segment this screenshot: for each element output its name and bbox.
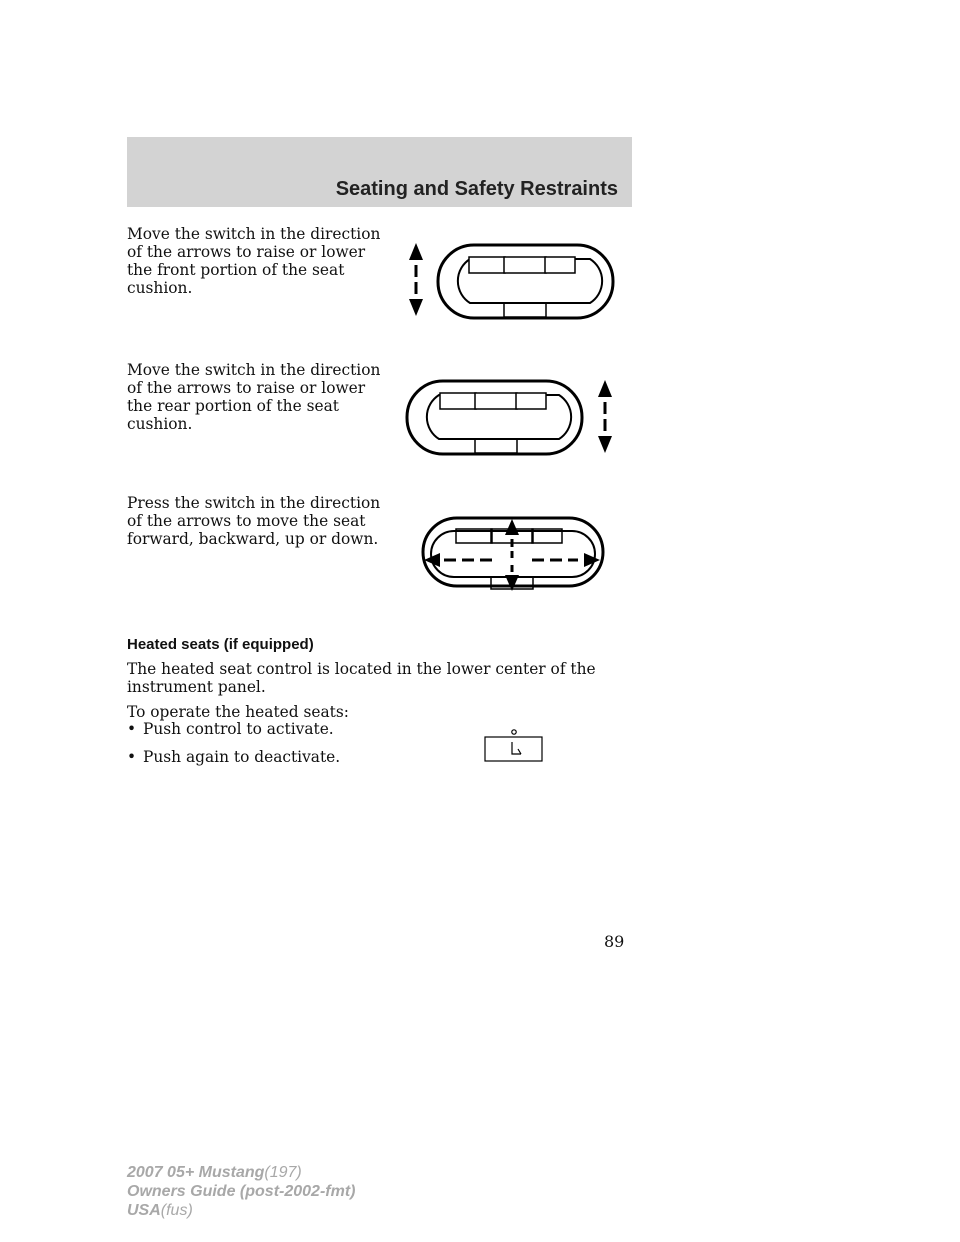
heated-seats-description: The heated seat control is located in the lower center of the instrument panel. (127, 660, 596, 696)
heated-seats-heading: Heated seats (if equipped) (127, 636, 314, 653)
document-footer (127, 1163, 355, 1220)
heated-seats-steps (127, 720, 340, 776)
instruction-fore-aft: Press the switch in the direction of the arrows to move the seat forward, backward, up or down. (127, 494, 381, 548)
footer-guide: Owners Guide (post-2002-fmt) (127, 1183, 356, 1200)
list-item (127, 748, 340, 766)
header-band (127, 137, 632, 207)
heated-seat-control-icon (482, 728, 546, 764)
section-title: Seating and Safety Restraints (335, 178, 618, 200)
footer-market: USA (127, 1202, 161, 1219)
bullet: • (127, 748, 137, 766)
instruction-rear-cushion: Move the switch in the direction of the arrows to raise or lower the rear portion of the seat cushion. (127, 361, 381, 433)
instruction-front-cushion: Move the switch in the direction of the arrows to raise or lower the front portion of the seat cushion. (127, 225, 381, 297)
seat-switch-rear-updown-icon (400, 375, 620, 460)
seat-switch-fore-aft-icon (420, 515, 610, 595)
step-activate: Push control to activate. (143, 720, 334, 738)
seat-switch-front-updown-icon (400, 238, 620, 323)
bullet: • (127, 720, 137, 738)
footer-market-code: (fus) (160, 1202, 193, 1219)
heated-seats-intro: To operate the heated seats: (127, 703, 349, 721)
step-deactivate: Push again to deactivate. (143, 748, 341, 766)
list-item (127, 720, 340, 738)
footer-model-code: (197) (264, 1164, 302, 1181)
footer-model: 2007 05+ Mustang (127, 1164, 265, 1181)
page-number: 89 (604, 932, 625, 951)
